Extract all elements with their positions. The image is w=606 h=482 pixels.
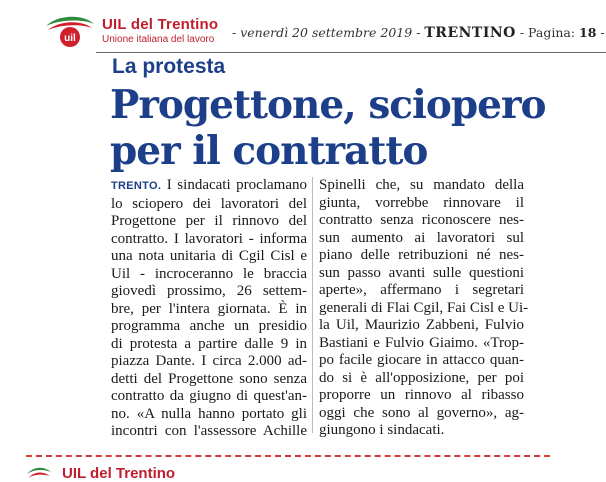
column-line: bre, per l'intera giornata. È in [111,300,307,317]
column-line: contratto senza riconoscere nes- [319,212,524,228]
column-line: sun passo avanti sulle questioni [319,264,524,281]
column-line: Bastiani e Fulvio Giaimo. «Trop- [319,334,524,351]
column-line: programma anche un presidio [111,318,307,334]
publication-line: - venerdì 20 settembre 2019 - TRENTINO - Pagina: 18 - [232,25,605,41]
column-line: giovedì prossimo, 26 settem- [111,283,307,299]
article-kicker: La protesta [112,55,226,78]
column-line: sun aumento ai lavoratori sul [319,229,524,246]
article-column-left [111,177,307,441]
publication-date: venerdì 20 settembre 2019 [240,25,413,40]
column-line: contratto. I lavoratori - informa [111,230,307,247]
column-line: di protesta a partire dalle 9 in [111,335,307,352]
uil-logo-icon [26,466,52,480]
article-headline [110,82,600,174]
headline-line: Progettone, sciopero [110,82,546,128]
column-line: piazza Dante. I circa 2.000 ad- [111,353,307,369]
uil-logo-icon [44,14,96,48]
publication-name: TRENTINO [424,25,516,41]
column-line: incontri con l'assessore Achille [111,423,307,439]
column-line: piano delle retribuzioni né nes- [319,247,524,263]
column-line-text: I sindacati proclamano [166,177,307,193]
column-divider [312,177,313,433]
footer-org-name: UIL del Trentino [62,465,176,482]
article-column-right [319,177,529,440]
column-line: do si è all'opposizione, per poi [319,369,524,386]
column-line: detti del Progettone sono senza [111,370,307,387]
column-line: Uil - incroceranno le braccia [111,265,307,282]
column-line: Spinelli che, su mandato della [319,177,524,193]
column-line: proporre un rinnovo al ribasso [319,387,524,403]
page-label: Pagina: [528,25,576,40]
column-line: Progettone per il rinnovo del [111,213,307,229]
org-subtitle: Unione italiana del lavoro [102,34,215,45]
header-rule [96,52,606,53]
column-line: lo sciopero dei lavoratori del [111,195,307,212]
column-line: una nota unitaria di Cgil Cisl e [111,248,307,264]
column-line [111,177,307,196]
svg-text:uil: uil [64,33,76,44]
newspaper-header [0,0,606,52]
column-line: oggi che sono al governo», ag- [319,404,524,421]
column-line: generali di Flai Cgil, Fai Cisl e Ui- [319,299,529,316]
column-line: aperte», affermano i segretari [319,282,524,298]
column-line: contratto da giugno di quest'an- [111,388,307,404]
headline-line: per il contratto [110,128,428,174]
column-line: po facile giocare in attacco quan- [319,352,524,368]
article-dateline: TRENTO. [111,180,162,192]
footer-divider [26,455,550,457]
column-line: giunta, vorrebbe rinnovare il [319,194,524,211]
column-line: la Uil, Maurizio Zabbeni, Fulvio [319,317,524,333]
org-name: UIL del Trentino [102,16,219,33]
column-line: no. «A nulla hanno portato gli [111,405,307,422]
page-number: 18 [579,25,597,40]
column-line: giungono i sindacati. [319,422,445,438]
